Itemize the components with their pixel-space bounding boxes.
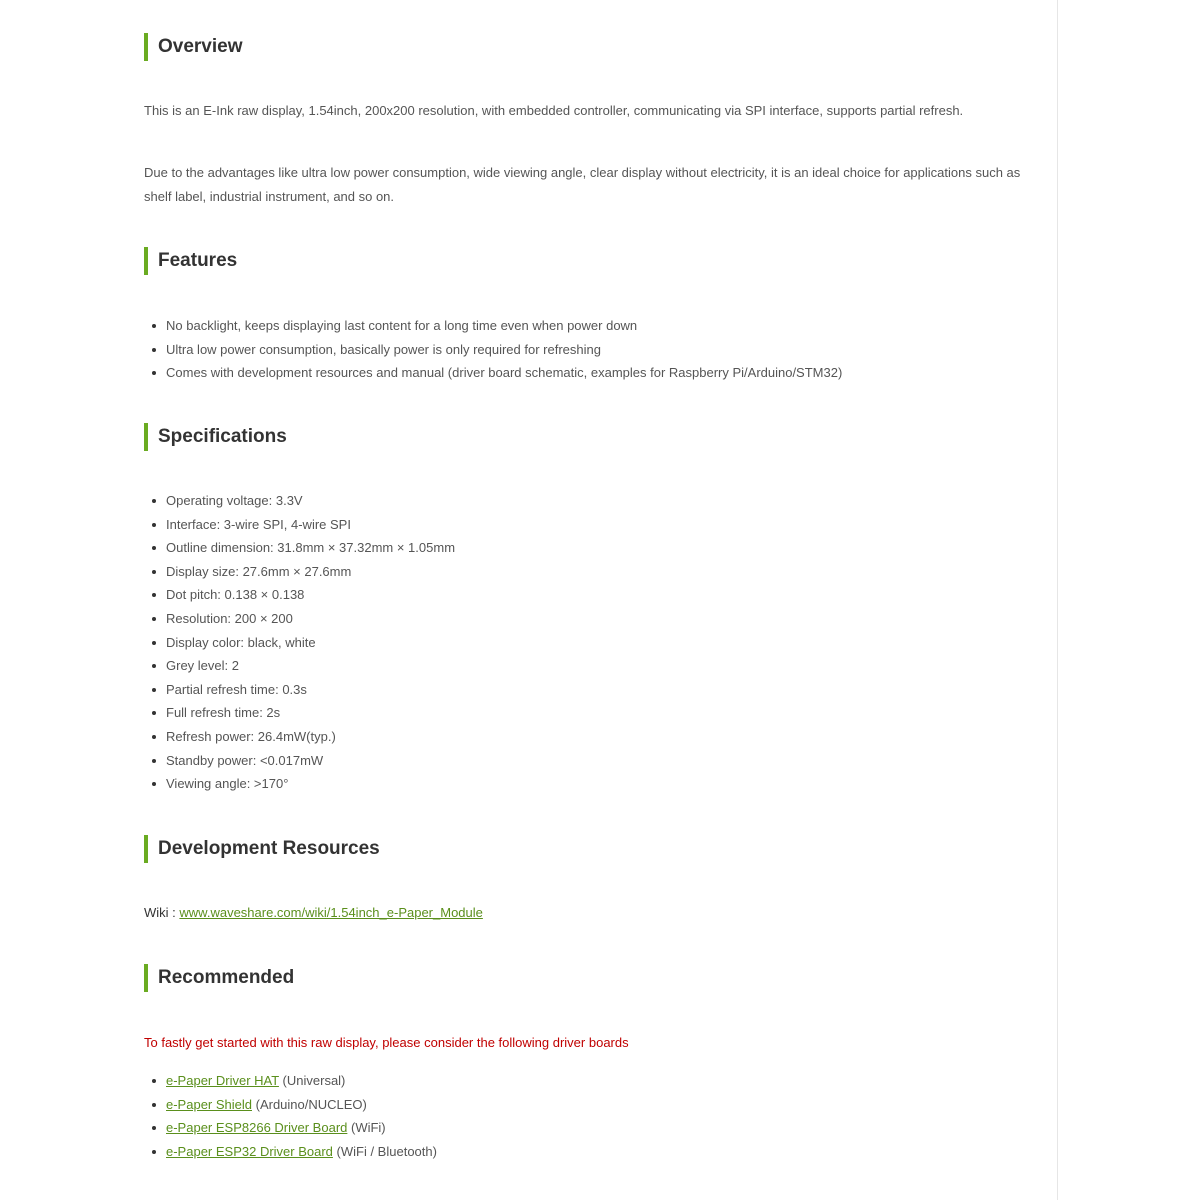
esp32-board-suffix: (WiFi / Bluetooth) (332, 1143, 437, 1159)
list-item: Resolution: 200 × 200 (166, 607, 455, 631)
list-item: Viewing angle: >170° (166, 772, 455, 796)
content-right-divider (1057, 0, 1058, 1200)
list-item: Display size: 27.6mm × 27.6mm (166, 560, 455, 584)
overview-paragraph-1: This is an E-Ink raw display, 1.54inch, 200x200 resolution, with embedded controller, communicating via SPI interface, supports partial refresh. (144, 103, 964, 118)
overview-heading: Overview (144, 33, 243, 61)
overview-paragraph-2: Due to the advantages like ultra low power consumption, wide viewing angle, clear display without electricity, it is an ideal choice for applications such as shelf label, industrial instrument, and so on. (144, 165, 1021, 204)
features-heading: Features (144, 247, 237, 275)
specifications-heading: Specifications (144, 423, 287, 451)
list-item: Comes with development resources and manual (driver board schematic, examples for Raspberry Pi/Arduino/STM32) (166, 361, 842, 385)
list-item: Outline dimension: 31.8mm × 37.32mm × 1.05mm (166, 536, 455, 560)
list-item: Ultra low power consumption, basically power is only required for refreshing (166, 338, 842, 362)
wiki-line (144, 901, 483, 925)
wiki-link[interactable]: www.waveshare.com/wiki/1.54inch_e-Paper_Module (179, 905, 483, 920)
wiki-label: Wiki : (144, 905, 180, 920)
specifications-list (144, 489, 455, 796)
features-list (144, 314, 842, 385)
list-item: Refresh power: 26.4mW(typ.) (166, 725, 455, 749)
list-item: Display color: black, white (166, 631, 455, 655)
shield-suffix: (Arduino/NUCLEO) (252, 1096, 367, 1112)
list-item: Standby power: <0.017mW (166, 749, 455, 773)
driver-boards-list (144, 1069, 437, 1163)
list-item (166, 1140, 437, 1164)
shield-link[interactable]: e-Paper Shield (166, 1096, 252, 1112)
list-item: Dot pitch: 0.138 × 0.138 (166, 583, 455, 607)
list-item: Full refresh time: 2s (166, 701, 455, 725)
list-item: Partial refresh time: 0.3s (166, 678, 455, 702)
esp8266-board-suffix: (WiFi) (347, 1120, 386, 1136)
list-item: Operating voltage: 3.3V (166, 489, 455, 513)
development-resources-heading: Development Resources (144, 835, 380, 863)
list-item: Interface: 3-wire SPI, 4-wire SPI (166, 513, 455, 537)
recommended-heading: Recommended (144, 964, 294, 992)
recommended-note: To fastly get started with this raw display, please consider the following driver boards (144, 1035, 629, 1050)
list-item (166, 1093, 437, 1117)
list-item: No backlight, keeps displaying last content for a long time even when power down (166, 314, 842, 338)
driver-hat-link[interactable]: e-Paper Driver HAT (166, 1073, 279, 1088)
driver-hat-suffix: (Universal) (278, 1073, 346, 1088)
esp32-board-link[interactable]: e-Paper ESP32 Driver Board (166, 1143, 333, 1159)
esp8266-board-link[interactable]: e-Paper ESP8266 Driver Board (166, 1120, 348, 1136)
list-item (166, 1116, 437, 1140)
list-item: Grey level: 2 (166, 654, 455, 678)
list-item (166, 1069, 437, 1093)
